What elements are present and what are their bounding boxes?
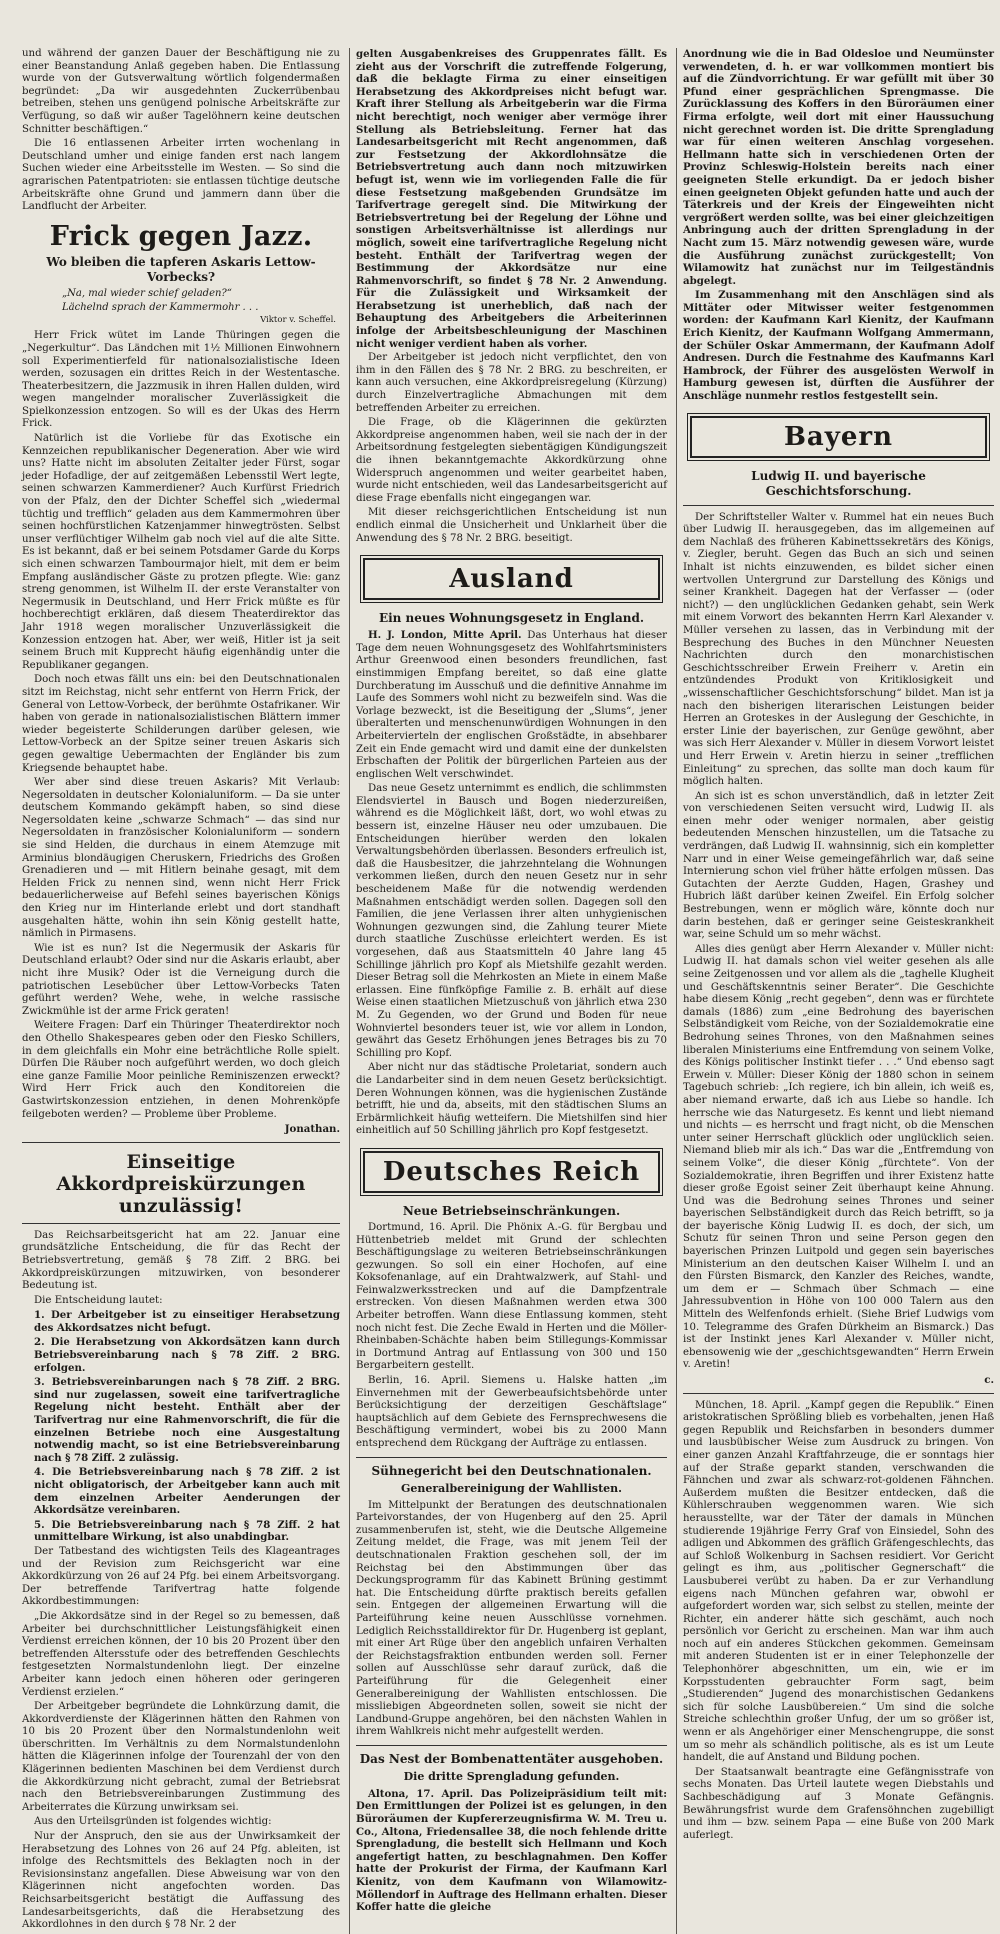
paragraph	[356, 629, 667, 781]
paragraph: Im Mittelpunkt der Beratungen des deutschnationalen Parteivorstandes, der von Hugenberg auf den 25. April zusammenberufen ist, steht, wie die Deutsche Allgemeine Zeitung meldet, die Frage, was mit jenem Teil der deutschnationalen Fraktion geschehen soll, der im Reichstag bei den Abstimmungen über das Deckungsprogramm für das Kabinett Brüning gestimmt hat. Die Entscheidung dürfte praktisch bereits gefallen sein. Entgegen der allgemeinen Erwartung will die Parteiführung keine neuen Ausschlüsse vornehmen. Lediglich Reichsstalldirektor für Dr. Hugenberg ist geplant, mit einer Art Rüge über den angeblich unfairen Verhalten der Reichstagsfraktion entbunden werden soll. Ferner sollen auf Ausschlüsse sehr darauf zurück, daß die Parteiführung für die Gelegenheit einer Generalbereinigung der Wahllisten entschlossen. Die missliebigen Abgeordneten sollen, soweit sie nicht der Landbund-Gruppe angehören, bei den nächsten Wahlen in ihrem Wahlkreis nicht mehr aufgestellt werden.	[356, 1499, 667, 1738]
section-banner-bayern	[687, 413, 990, 461]
article-continuation: gelten Ausgabenkreises des Gruppenrates fällt. Es zieht aus der Vorschrift die zutreffende Folgerung, daß die beklagte Firma zu einer einseitigen Herabsetzung des Akkordpreises nicht befugt war. Kraft ihrer Stellung als Arbeitgeberin war die Firma nicht berechtigt, noch weniger aber vermöge ihrer Stellung als Betriebsleitung. Ferner hat das Landesarbeitsgericht mit Recht angenommen, daß zur Festsetzung der Akkordlohnsätze die Betriebsvertretung auch dann noch mitzuwirken befugt ist, wenn wie im vorliegenden Falle die für diese Festsetzung maßgebenden Grundsätze im Tarifvertrage geregelt sind. Die Mitwirkung der Betriebsvertretung bei der Regelung der Löhne und sonstigen Arbeitsverhältnisse ist allerdings nur möglich, soweit eine tarifvertragliche Regelung nicht besteht. Enthält der Tarifvertrag wegen der Bestimmung der Akkordsätze nur eine Rahmenvorschrift, so findet § 78 Nr. 2 Anwendung. Für die Zulässigkeit und Wirksamkeit der Herabsetzung ist unerheblich, daß nach der Behauptung des Arbeitgebers die Arbeiterinnen infolge der Arbeitsbeschleunigung der Maschinen nicht weniger verdient haben als vorher.	[356, 48, 667, 350]
paragraph: Aber nicht nur das städtische Proletariat, sondern auch die Landarbeiter sind in dem neuen Gesetz berücksichtigt. Deren Wohnungen können, was die hygienischen Zustände betrifft, hie und da, abseits, mit den städtischen Slums an Erbärmlichkeit häufig wetteifern. Die Mietshilfen sind hier einheitlich auf 50 Schilling jährlich pro Kopf festgesetzt.	[356, 1062, 667, 1137]
section-banner-label: Ausland	[363, 558, 660, 600]
paragraph: Alles dies genügt aber Herrn Alexander v. Müller nicht: Ludwig II. hat damals schon viel weiter gesehen als alle seine Zeitgenossen und vor allem als die „taghelle Klugheit und Geschäftskenntnis seiner Berater“. Die Geschichte habe diesem König „recht gegeben“, denn was er fürchtete damals (1886) zum „eine Bedrohung des bayerischen Selbständigkeit vom Reiche, von der Sozialdemokratie eine Bedrohung seines Thrones, von den Maßnahmen seines liberalen Ministeriums eine Entfremdung von seinem Volke, des Königs politischer Instinkt tiefer . . .“ Und ebenso sagt Erwein v. Müller: Dieser König der 1880 schon in seinem Tagebuch schrieb: „Ich regiere, ich bin allein, ich weiß es, aber niemand erwarte, daß ich aus Liebe so handle. Ich herrsche wie das Naturgesetz. Es kennt und liebt niemand und nichts — es herrscht und fragt nicht, ob die Menschen unter seiner Herrschaft glücklich oder unglücklich seien. Niemand blieb mir als ich.“ Das war die „Entfremdung von seinem Volke“, die dieser König „fürchtete“. Von der Sozialdemokratie, ihren Begriffen und ihrer Existenz hatte dieser große Egoist seiner Zeit überhaupt keine Ahnung. Und was die Bedrohung seines Thrones und seiner bayerischen Selbständigkeit durch das Reich betrifft, so ja der bayerische König Ludwig II. es doch, der sich, um Schutz für seinen Thron und seine Person gegen den bayerischen Prinzen Luitpold und gegen sein bayerisches Ministerium an den deutschen Kaiser Wilhelm I. und an den Fürsten Bismarck, den Kanzler des Reiches, wandte, um dem er — Schmach über Schmach — eine Jahressubvention in Höhe von 100 000 Talern aus den Mitteln des Welfenfonds erhielt. (Siehe Brief Ludwigs vom 10. Telegramme des Grafen Dürkheim an Bismarck.) Das ist der Instinkt jenes Karl Alexander v. Müller nicht, ebensowenig wie der „geschichtsgewandten“ Herrn Erwein v. Aretin!	[683, 943, 994, 1371]
author-signature: Jonathan.	[284, 1123, 340, 1136]
article-subtitle: Wo bleiben die tapferen Askaris Lettow-Vorbecks?	[46, 254, 316, 284]
article-title: Ein neues Wohnungsgesetz in England.	[378, 611, 645, 626]
divider	[22, 1223, 340, 1224]
paragraph: Natürlich ist die Vorliebe für das Exotische ein Kennzeichen republikanischer Degeneration. Aber wie wird uns? Hatte nicht im absoluten Zeitalter jeder Fürst, sogar jeder Hofadlige, der auf zeitgemäßen Lebensstil Wert legte, seinen schwarzen Kammerdiener? Auch Kurfürst Friedrich von der Pfalz, den der Dichter Scheffel sich „wiedermal tüchtig und trefflich“ geladen aus dem Kammermohren über seinen hochfürstlichen Katzenjammer hinwegtrösten. Selbst unser verflüchtiger Wilhelm gab noch viel auf die alte Sitte. Es ist bekannt, daß er bei seinem Potsdamer Garde du Korps sich einen schwarzen Tambourmajor hielt, mit dem er beim Empfang ausländischer Gäste zu protzen pflegte. Wie: ganz streng genommen, ist Wilhelm II. der erste Veranstalter von Negermusik in Deutschland, und Herr Frick müßte es für hochberechtigt erklären, daß diesem Theaterdirektor das Jahr 1918 wegen moralischer Unzuverlässigkeit die Konzession entzogen hat. Aber, wer weiß, Hitler ist ja seit seinem Bruch mit Kupprecht häufig eigenhändig unter die Republikaner gegangen.	[22, 433, 340, 671]
paragraph: Der Tatbestand des wichtigsten Teils des Klageantrages und der Revision zum Reichsgericht war eine Akkordkürzung von 26 auf 24 Pfg. bei einem Arbeitsvorgang. Der betreffende Tarifvertrag hatte folgende Akkordbestimmungen:	[22, 1545, 340, 1608]
paragraph: München, 18. April. „Kampf gegen die Republik.“ Einen aristokratischen Sprößling blieb es vorbehalten, jenen Haß gegen Republik und Reichsfarben in besonders dummer und lausbübischer Weise zum Ausdruck zu bringen. Von einer ganzen Anzahl Kraftfahrzeuge, die er sonntags hier auf der Straße geparkt standen, verschwanden die Fähnchen und zwar als schwarz-rot-goldenen Fähnchen. Außerdem mußten die Besitzer entdecken, daß die Kühlerschrauben weggenommen waren. Wie sich herausstellte, war der Täter der damals in München studierende 19jährige Ferry Graf von Einsiedel, Sohn des adligen und Abkommen des gräflich Gräfengeschlechts, das auf Schloß Wolkenburg in Sachsen residiert. Vor Gericht gelingt es ihm, aus „politischer Gegnerschaft“ die Lausbuberei verübt zu haben. Da er zur Verhandlung eigens nach München gefahren war, obwohl er aufgefordert worden war, sich selbst zu stellen, meinte der Richter, ein anderer hätte sich geschämt, auch noch persönlich vor Gericht zu erscheinen. Man war ihm auch noch auf ein anderes Stückchen gekommen. Gemeinsam mit anderen Studenten ist er in einer Telephonzelle der Telephonhörer abgeschnitten, um ein, wie er im Korpsstudenten gebrauchter Form sagt, beim „Studierenden“ Jugend des monarchistischen Gedankens sich für solche Lausbübereien.“ Um sind die solche Streiche schlechthin großer Unfug, der um so größer ist, wenn er als Angehöriger einer Menschengruppe, die sonst um so mehr als schändlich politische, als es ist um Leute handelt, die auf Anstand und Bildung pochen.	[683, 1399, 994, 1764]
paragraph: Wie ist es nun? Ist die Negermusik der Askaris für Deutschland erlaubt? Oder sind nur die Askaris erlaubt, aber nicht ihre Musik? Oder ist die Verneigung durch die patriotischen Lesebücher über Lettow-Vorbecks Taten geführt werden? Wehe, wehe, in welche rassische Zwickmühle ist der arme Frick geraten!	[22, 942, 340, 1017]
paragraph: Wer aber sind diese treuen Askaris? Mit Verlaub: Negersoldaten in deutscher Kolonialuniform. — Da sie unter deutschem Kommando gekämpft haben, so sind diese Negersoldaten keine „schwarze Schmach“ — das sind nur Negersoldaten in französischer Kolonialuniform — sondern sie sind Helden, die durchaus in einem Atemzuge mit Arminius blondäugigen Cheruskern, Friedrichs des Großen Grenadieren und — mit Hitlern beinahe gesagt, mit dem Helden Frick zu nennen sind, wenn nicht Herr Frick bedauerlicherweise auf Befehl seines bayerischen Königs den Krieg nur im Hinterlande erlebt und dort standhaft ausgehalten hätte, wohin ihn sein König gestellt hatte, nämlich in Pirmasens.	[22, 777, 340, 940]
paragraph: Berlin, 16. April. Siemens u. Halske hatten „im Einvernehmen mit der Gewerbeaufsichtsbehörde unter Berücksichtigung der derzeitigen Geschäftslage“ hauptsächlich auf dem Gebiete des Fernsprechwesens die Beschäftigung vermindert, wobei bis zu 2000 Mann entsprechend dem Rückgang der Aufträge zu entlassen.	[356, 1375, 667, 1449]
article-title: Sühnegericht bei den Deutschnationalen.	[371, 1463, 652, 1478]
list-item: 5. Die Betriebsvereinbarung nach § 78 Ziff. 2 hat unmittelbare Wirkung, ist also unabdingbar.	[34, 1518, 340, 1544]
paragraph: Mit dieser reichsgerichtlichen Entscheidung ist nun endlich einmal die Unsicherheit und Unklarheit über die Anwendung des § 78 Nr. 2 BRG. beseitigt.	[356, 507, 667, 544]
section-banner-label: Deutsches Reich	[363, 1151, 660, 1193]
paragraph: „Die Akkordsätze sind in der Regel so zu bemessen, daß Arbeiter bei durchschnittlicher Leistungsfähigkeit einen Verdienst erreichen können, der 10 bis 20 Prozent über den betreffenden Altersstufe oder des betreffenden Geschlechts festgesetzten Normalstundenlohn liegt. Der einzelne Arbeiter kann jedoch einen höheren oder geringeren Verdienst erzielen.“	[22, 1610, 340, 1698]
paragraph: Das Reichsarbeitsgericht hat am 22. Januar eine grundsätzliche Entscheidung, die für das Recht der Betriebsvertretung, gemäß § 78 Ziff. 2 BRG. bei Akkordpreiskürzungen mitzuwirken, von besonderer Bedeutung ist.	[22, 1229, 340, 1292]
article-title: Ludwig II. und bayerische Geschichtsforschung.	[751, 468, 926, 498]
divider	[356, 1745, 667, 1746]
author-signature: c.	[984, 1374, 994, 1386]
epigraph-line: Lächelnd sprach der Kammermohr . . .	[62, 301, 259, 313]
article-title: Frick gegen Jazz.	[49, 220, 313, 252]
paragraph: Der Staatsanwalt beantragte eine Gefängnisstrafe von sechs Monaten. Das Urteil lautete wegen Diebstahls und Sachbeschädigung auf 3 Monate Gefängnis. Bewährungsfrist wurde dem Grafensöhnchen zugebilligt und ihm — bzw. seinem Papa — eine Buße von 200 Mark auferlegt.	[683, 1766, 994, 1841]
column-right	[676, 48, 994, 1934]
epigraph-source: Viktor v. Scheffel.	[260, 314, 336, 325]
paragraph: Dortmund, 16. April. Die Phönix A.-G. für Bergbau und Hüttenbetrieb meldet mit Grund der schlechten Beschäftigungslage zu weiteren Betriebseinschränkungen gezwungen. So soll ein einer Hochofen, auf eine Koksofenanlage, auf ein Drahtwalzwerk, auf Stahl- und Feinwalzwerksstrecken und auf die Dampfzentrale erstrecken. Von diesen Maßnahmen werden etwa 300 Arbeiter betroffen. Wann diese Entlassung kommen, steht noch nicht fest. Die Zeche Ewald in Herten und die Möller-Rheinbaben-Schächte haben beim Stillegungs-Kommissar in Dortmund Antrag auf Entlassung von 300 und 150 Bergarbeitern gestellt.	[356, 1221, 667, 1372]
paragraph: Weitere Fragen: Darf ein Thüringer Theaterdirektor noch den Othello Shakespeares geben oder den Fiesko Schillers, in dem gleichfalls ein Mohr eine beträchtliche Rolle spielt. Dürfen Die Räuber noch aufgeführt werden, wo doch gleich eine ganze Familie Moor peinliche Reminiszenzen erweckt? Wird Herr Frick auch den Konditoreien die Gastwirtskonzession entziehen, in denen Mohrenköpfe feilgeboten werden? — Probleme über Probleme.	[22, 1020, 340, 1120]
paragraph: Die Frage, ob die Klägerinnen die gekürzten Akkordpreise angenommen haben, weil sie nach der in der Arbeitsordnung festgelegten siebentägigen Kündigungszeit die ihnen bekanntgemachte Akkordkürzung ohne Widerspruch angenommen und weiter gearbeitet haben, wurde nicht entschieden, weil das Landesarbeitsgericht auf diese Frage ebenfalls nicht eingegangen war.	[356, 417, 667, 504]
paragraph: Der Arbeitgeber ist jedoch nicht verpflichtet, den von ihm in den Fällen des § 78 Nr. 2 BRG. zu beschreiten, er kann auch versuchen, eine Akkordpreisregelung (Kürzung) durch Einzelvertragliche Abmachungen mit dem betreffenden Arbeiter zu erreichen.	[356, 352, 667, 414]
divider	[356, 1457, 667, 1458]
article-subtitle: Generalbereinigung der Wahllisten.	[400, 1481, 622, 1495]
article-akkord	[22, 1151, 340, 1932]
paragraph: Das neue Gesetz unternimmt es endlich, die schlimmsten Elendsviertel in Bausch und Bogen niederzureißen, während es die Möglichkeit läßt, dort, wo wohl etwas zu bessern ist, einzelne Häuser neu oder umzubauen. Die Entscheidungen hierüber werden den lokalen Verwaltungsbehörden überlassen. Besonders erfreulich ist, daß die Hausbesitzer, die jahrzehntelang die Wohnungen verkommen ließen, durch den neuen Gesetz nur in sehr bescheidenem Maße für die notwendig werdenden Maßnahmen entschädigt werden sollen. Dagegen soll den Familien, die jene Verlassen ihrer alten unhygienischen Wohnungen gezwungen sind, die Zahlung teurer Miete durch staatliche Zuschüsse erleichtert werden. Es ist vorgesehen, daß aus Staatsmitteln 40 Jahre lang 45 Schillinge jährlich pro Kopf als Mietshilfe gezahlt werden. Dieser Betrag soll die Mehrkosten an Miete in einem Maße erlassen. Eine fünfköpfige Familie z. B. erhält auf diese Weise einen staatlichen Mietzuschuß von jährlich etwa 230 M. Zu Gegenden, wo der Grund und Boden für neue Wohnviertel besonders teuer ist, wie vor allem in London, gewährt das Gesetz Erhöhungen jenes Betrages bis zu 70 Schilling pro Kopf.	[356, 783, 667, 1059]
divider	[22, 1142, 340, 1143]
column-left	[22, 48, 340, 1934]
paragraph: Der Schriftsteller Walter v. Rummel hat ein neues Buch über Ludwig II. herausgegeben, das im allgemeinen auf dem Nachlaß des früheren Kabinettssekretärs des Königs, v. Ziegler, beruht. Gegen das Buch an sich und seinen Inhalt ist nichts einzuwenden, es bildet sicher einen wertvollen Untergrund zur Darstellung des Königs und seiner Krankheit. Dagegen hat der Verfasser — (oder nicht?) — den unglücklichen Gedanken gehabt, sein Werk mit einem Vorwort des bekannten Herrn Karl Alexander v. Müller versehen zu lassen, das in Verbindung mit der Besprechung des Buches in den Münchner Neuesten Nachrichten durch den monarchistischen Geschichtsschreiber Erwein Freiherr v. Aretin ein entzündendes Produkt von Kritiklosigkeit und „wissenschaftlicher Geschichtsforschung“ bildet. Man ist ja nach den bisherigen literarischen Leistungen beider Herren an Groteskes in der Auslegung der Geschichte, in erster Linie der bayerischen, zur Genüge gewöhnt, aber was sich Herr Alexander v. Müller in diesem Vorwort leistet und Herr Erwein v. Aretin hierzu in seiner „trefflichen Einleitung“ zu sprechen, das sollte man doch kaum für möglich halten.	[683, 511, 994, 788]
article-continuation: und während der ganzen Dauer der Beschäftigung nie zu einer Beanstandung Anlaß gegeben haben. Die Entlassung wurde von der Gutsverwaltung wörtlich folgendermaßen begründet: „Da wir ausgedehnten Zuckerrübenbau betreiben, stehen uns genügend polnische Arbeitskräfte zur Verfügung, so daß wir außer Tagelöhnern keine deutschen Schnitter beschäftigen.“	[22, 48, 340, 135]
list-item: 2. Die Herabsetzung von Akkordsätzen kann durch Betriebsvereinbarung nach § 78 Ziff. 2 BRG. erfolgen.	[34, 1336, 340, 1374]
section-banner-deutsches-reich	[360, 1148, 663, 1196]
list-item: 4. Die Betriebsvereinbarung nach § 78 Ziff. 2 ist nicht obligatorisch, der Arbeitgeber kann auch mit dem einzelnen Arbeiter Aenderungen der Akkordsätze vereinbaren.	[34, 1466, 340, 1517]
section-banner-label: Bayern	[690, 416, 987, 458]
paragraph: Im Zusammenhang mit den Anschlägen sind als Mittäter oder Mitwisser weiter festgenommen worden: der Kaufmann Karl Kienitz, der Kaufmann Erich Kienitz, der Kaufmann Wolfgang Ammermann, der Schüler Oskar Ammermann, der Kaufmann Adolf Andresen. Durch die Festnahme des Kaufmanns Karl Hambrock, der Führer des ausgelösten Werwolf in Hamburg gewesen ist, dürften die Ausführer der Anschläge nunmehr restlos festgestellt sein.	[683, 289, 994, 403]
article-title: Das Nest der Bombenattentäter ausgehoben.	[359, 1751, 664, 1766]
list-item: 1. Der Arbeitgeber ist zu einseitiger Herabsetzung des Akkordsatzes nicht befugt.	[34, 1309, 340, 1334]
article-frick-jazz	[22, 222, 340, 1136]
paragraph: Doch noch etwas fällt uns ein: bei den Deutschnationalen sitzt im Reichstag, nicht sehr entfernt von Herrn Frick, der General von Lettow-Vorbeck, der berühmte Ostafrikaner. Wir haben von gerade in nationalsozialistischen Blättern immer wieder begeisterte Schilderungen darüber gelesen, wie Lettow-Vorbeck an der Spitze seiner treuen Askaris sich gegen gewaltige Uebermachten der Engländer bis zum Kriegsende behauptet habe.	[22, 674, 340, 774]
divider	[683, 1393, 994, 1394]
paragraph: Nur der Anspruch, den sie aus der Unwirksamkeit der Herabsetzung des Lohnes von 26 auf 24 Pfg. ableiten, ist infolge des Rechtsmittels des Beklagten noch in der Revisionsinstanz angefallen. Diese Abweisung war von den Klägerinnen nicht angefochten worden. Das Reichsarbeitsgericht bestätigt die Auffassung des Landesarbeitsgerichts, daß die Herabsetzung des Akkordlohnes in den durch § 78 Nr. 2 der	[22, 1831, 340, 1931]
paragraph: Die Entscheidung lautet:	[34, 1294, 163, 1306]
article-continuation-end: Die 16 entlassenen Arbeiter irrten wochenlang in Deutschland umher und einige fanden erst nach langem Suchen wieder eine Arbeitsstelle im Westen. — So sind die agrarischen Patentpatrioten: sie entlassen tüchtige deutsche Arbeitskräfte ohne Grund und jammern dann über die Landflucht der Arbeiter.	[22, 138, 340, 213]
epigraph-line: „Na, mal wieder schief geladen?“	[62, 287, 232, 299]
section-banner-ausland	[360, 555, 663, 603]
ruling-list	[22, 1309, 340, 1544]
article-subtitle: Die dritte Sprengladung gefunden.	[403, 1769, 620, 1783]
paragraph: Der Arbeitgeber begründete die Lohnkürzung damit, die Akkordverdienste der Klägerinnen hätten den Rahmen von 10 bis 20 Prozent über den Normalstundenlohn weit überschritten. Im Verhältnis zu dem Normalstundenlohn hätten die Klägerinnen infolge der Tourenzahl der von den Klägerinnen bedienten Maschinen bei dem Verdienst durch die Akkordkürzung nicht gebracht, zumal der Betriebsrat nach den Betriebsvereinbarungen Zustimmung des Arbeiterrates die Kürzung unwirksam sei.	[22, 1701, 340, 1813]
divider	[683, 505, 994, 506]
article-title: Einseitige Akkordpreiskürzungen unzulässig!	[56, 1150, 306, 1217]
dateline: H. J. London, Mitte April.	[368, 629, 522, 642]
paragraph: Altona, 17. April. Das Polizeipräsidium teilt mit: Den Ermittlungen der Polizei ist es gelungen, in den Büroräumen der Kupfererzeugnisfirma W. M. Treu u. Co., Altona, Friedensallee 38, die noch fehlende dritte Sprengladung, die bestellt sich Hellmann und Koch angefertigt hatten, zu beschlagnahmen. Den Koffer hatte der Prokurist der Firma, der Kaufmann Karl Kienitz, von dem Kaufmann von Wilamowitz-Möllendorf in Auftrage des Hellmann erhalten. Dieser Koffer hatte die gleiche	[356, 1787, 667, 1914]
list-item: 3. Betriebsvereinbarungen nach § 78 Ziff. 2 BRG. sind nur zugelassen, soweit eine tarifvertragliche Regelung nicht besteht. Enthält aber der Tarifvertrag nur eine Rahmenvorschrift, die für die einzelnen Betriebe noch eine Ausgestaltung notwendig macht, so ist eine Betriebsvereinbarung nach § 78 Ziff. 2 zulässig.	[34, 1376, 340, 1464]
column-middle	[349, 48, 667, 1934]
paragraph: An sich ist es schon unverständlich, daß in letzter Zeit von verschiedenen Seiten versucht wird, Ludwig II. als einen mehr oder weniger normalen, aber geistig bedeutenden Menschen hinzustellen, um die Tatsache zu verdrängen, daß Ludwig II. wahnsinnig, sich ein kompletter Narr und in einer Weise gemeingefährlich war, daß seine Internierung schon viel früher hätte erfolgen müssen. Das Gutachten der Aerzte Gudden, Hagen, Grashey und Hubrich läßt darüber keinen Zweifel. Ein Erfolg solcher Bestrebungen, wenn er möglich wäre, könnte doch nur darin bestehen, daß er geringer seine Geisteskrankheit war, seine Schuld um so mehr wächst.	[683, 790, 994, 941]
article-title: Neue Betriebseinschränkungen.	[402, 1203, 621, 1218]
article-continuation: Anordnung wie die in Bad Oldesloe und Neumünster verwendeten, d. h. er war vollkommen montiert bis auf die Zündvorrichtung. Er war gefüllt mit über 30 Pfund einer gesprächlichen Sprengmasse. Die Zurücklassung des Koffers in den Büroräumen einer Firma erfolgte, weil dort mit einer Haussuchung nicht gerechnet worden ist. Die dritte Sprengladung war für einen weiteren Anschlag vorgesehen. Hellmann hatte sich in verschiedenen Orten der Provinz Schleswig-Holstein bereits nach einer geeigneten Stelle erkundigt. Da er jedoch bisher einen geeigneten Objekt gefunden hatte und auch der Täterkreis und der Kreis der Eingeweihten nicht vergrößert werden sollte, was bei einer gleichzeitigen Anbringung auch der dritten Sprengladung in der Nacht zum 15. März notwendig gewesen wäre, wurde die Ausführung zunächst zurückgestellt; Von Wilamowitz hat zunächst nur im Teilgeständnis abgelegt.	[683, 48, 994, 287]
paragraph: Herr Frick wütet im Lande Thüringen gegen die „Negerkultur“. Das Ländchen mit 1½ Millionen Einwohnern soll Experimentierfeld für nationalsozialistische Ideen werden, sozusagen ein drittes Reich in der Westentasche. Theaterbesitzern, die Jazzmusik in ihren Hallen dulden, wird wegen mangelnder moralischer Zuverlässigkeit die Spielkonzession entzogen. So will es der Ukas des Herrn Frick.	[22, 330, 340, 430]
paragraph-text: Das Unterhaus hat dieser Tage dem neuen Wohnungsgesetz des Wohlfahrtsministers Arthur Greenwood einen besonders freundlichen, fast einstimmigen Empfang bereitet, so daß eine glatte Durchberatung im Ausschuß und die definitive Annahme im Laufe des Sommers wohl nicht zu bezweifeln sind. Was die Vorlage bezweckt, ist die Beseitigung der „Slums“, jener überalterten und menschenunwürdigen Wohnungen in den Arbeitervierteln der englischen Großstädte, in absehbarer Zeit ein Ende gemacht wird und damit eine der dunkelsten Erbschaften der Politik der bürgerlichen Parteien aus der englischen Welt verschwindet.	[356, 630, 667, 780]
paragraph: Aus den Urteilsgründen ist folgendes wichtig:	[34, 1816, 272, 1828]
